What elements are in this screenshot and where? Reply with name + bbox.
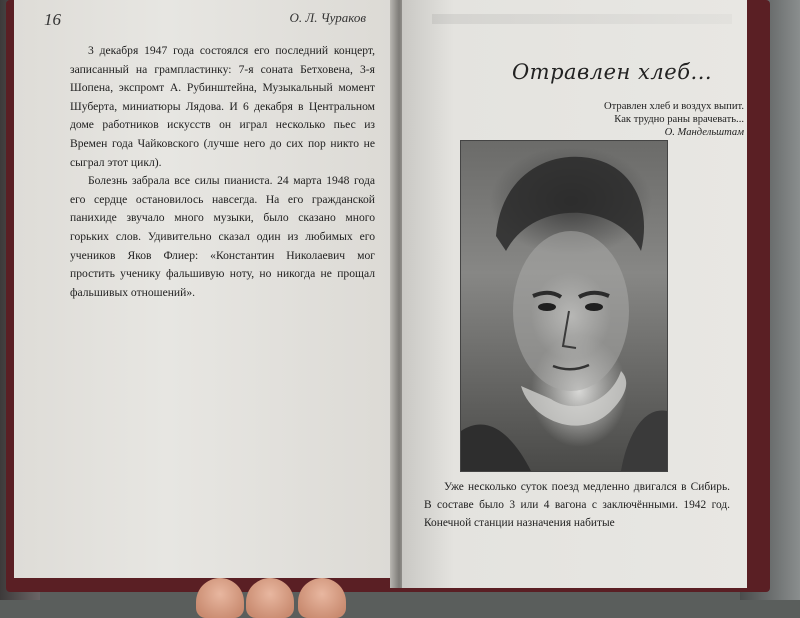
chapter-title: Отравлен хлеб... — [511, 60, 713, 84]
left-page — [14, 0, 396, 578]
left-body-text — [70, 42, 375, 302]
epigraph-author: О. Мандельштам — [664, 127, 744, 138]
paragraph: Уже несколько суток поезд медленно двигался в Сибирь. В составе было 3 или 4 вагона с заключёнными. 1942 год. Конечной станции назначения набитые — [424, 481, 730, 529]
epigraph-line: Отравлен хлеб и воздух выпит. — [603, 101, 744, 112]
faded-header-mark — [432, 14, 732, 24]
right-page — [402, 0, 747, 588]
finger — [298, 578, 346, 618]
running-head: О. Л. Чураков — [289, 10, 366, 25]
epigraph — [472, 100, 744, 139]
portrait-photo-icon — [461, 141, 667, 471]
epigraph-line: Как трудно раны врачевать... — [614, 114, 744, 125]
paragraph: 3 декабря 1947 года состоялся его последний концерт, записанный на грампластинку: 7-я соната Бетховена, 3-я Шопена, экспромт А. Рубинштейна, Музыкальный момент Шуберта, миниатюры Лядова. И 6 декабря в Центральном доме работников искусств он играл несколько пьес из Времен года Чайковского (лучше него до сих пор никто не сыграл этот цикл). — [70, 44, 375, 169]
page-number: 16 — [44, 10, 61, 29]
portrait-photo — [460, 140, 668, 472]
paragraph: Болезнь забрала все силы пианиста. 24 марта 1948 года его сердце остановилось навсегда. На его гражданской панихиде звучало много музыки, было сказано много горьких слов. Удивительно сказал один из любимых его учеников Яков Флиер: «Константин Николаевич мог простить ученику фальшивую ноту, но никогда не прощал фальшивых отношений». — [70, 174, 375, 299]
right-body-text — [424, 478, 730, 532]
finger — [246, 578, 294, 618]
finger — [196, 578, 244, 618]
